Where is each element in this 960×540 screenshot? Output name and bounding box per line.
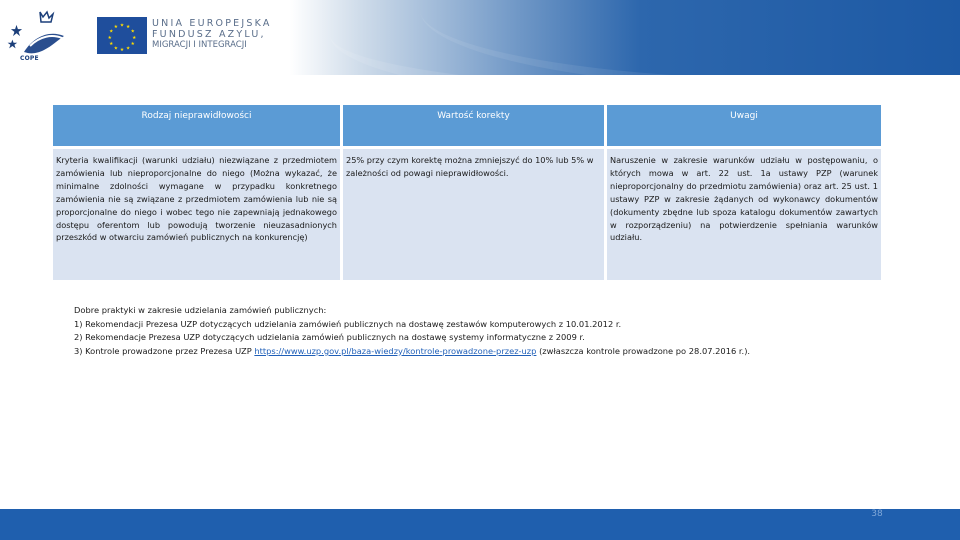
eu-text-line3: MIGRACJI I INTEGRACJI bbox=[152, 40, 247, 50]
svg-text:★: ★ bbox=[119, 48, 125, 54]
eu-text-line2: FUNDUSZ AZYLU, bbox=[152, 29, 266, 40]
uzp-controls-link[interactable]: https://www.uzp.gov.pl/baza-wiedzy/kontrole-prowadzone-przez-uzp bbox=[254, 345, 537, 356]
eu-flag-icon bbox=[97, 17, 147, 54]
svg-text:★: ★ bbox=[109, 41, 114, 47]
notes-item3-prefix: 3) Kontrole prowadzone przez Prezesa UZP bbox=[74, 345, 252, 356]
table-cell-correction: 25% przy czym korektę można zmniejszyć do 10% lub 5% w zależności od powagi nieprawidłowości. bbox=[343, 149, 604, 280]
svg-text:★: ★ bbox=[113, 46, 118, 52]
notes-item: 2) Rekomendacje Prezesa UZP dotyczących udzielania zamówień publicznych na dostawę systemy informatyczne z 2009 r. bbox=[74, 332, 585, 343]
notes-item bbox=[74, 345, 750, 359]
cope-logo bbox=[6, 6, 76, 68]
notes-item3-suffix: (zwłaszcza kontrole prowadzone po 28.07.2016 r.). bbox=[539, 345, 751, 356]
svg-text:★: ★ bbox=[130, 41, 135, 47]
table-header-type: Rodzaj nieprawidłowości bbox=[53, 105, 340, 146]
table-cell-notes: Naruszenie w zakresie warunków udziału w postępowaniu, o których mowa w art. 22 ust. 1a ustawy PZP (warunek nieproporcjonalny do przedmiotu zamówienia) oraz art. 25 ust. 1 ustawy PZP w zakresie żądanych od wykonawcy dokumentów (dokumenty zbędne lub spoza katalogu dokumentów zawartych w rozporządzeniu) na potwierdzenie spełniania warunków udziału. bbox=[607, 149, 881, 280]
page-number: 38 bbox=[871, 509, 883, 519]
svg-text:★: ★ bbox=[126, 25, 131, 31]
svg-text:★: ★ bbox=[113, 25, 118, 31]
svg-text:★: ★ bbox=[132, 35, 137, 41]
cope-name: COPE bbox=[20, 55, 39, 62]
cope-wordmark bbox=[20, 55, 39, 62]
table-header-correction: Wartość korekty bbox=[343, 105, 604, 146]
table-header-notes: Uwagi bbox=[607, 105, 881, 146]
notes-item: 1) Rekomendacji Prezesa UZP dotyczących udzielania zamówień publicznych na dostawę zestawów komputerowych z 10.01.2012 r. bbox=[74, 318, 622, 329]
footer-bar bbox=[0, 509, 960, 540]
table-cell-type: Kryteria kwalifikacji (warunki udziału) niezwiązane z przedmiotem zamówienia lub nieproporcjonalne do niego (Można wykazać, że minimalne zdolności wymagane w przypadku konkretnego zamówienia nie są związane z przedmiotem zamówienia lub nie są proporcjonalne do niego i wobec tego nie zapewniają jednakowego dostępu oferentom lub powodują tworzenie nieuzasadnionych przeszkód w otwarciu zamówień publicznych na konkurencję) bbox=[53, 149, 340, 280]
svg-text:★: ★ bbox=[126, 46, 131, 52]
svg-text:★: ★ bbox=[130, 29, 135, 35]
eu-fund-label bbox=[152, 18, 272, 51]
svg-text:★: ★ bbox=[109, 29, 114, 35]
eu-text-line1: UNIA EUROPEJSKA bbox=[152, 18, 272, 29]
svg-text:★: ★ bbox=[119, 23, 125, 29]
notes-title: Dobre praktyki w zakresie udzielania zamówień publicznych: bbox=[74, 305, 327, 315]
svg-text:★: ★ bbox=[107, 35, 112, 41]
good-practices-notes bbox=[74, 304, 750, 358]
